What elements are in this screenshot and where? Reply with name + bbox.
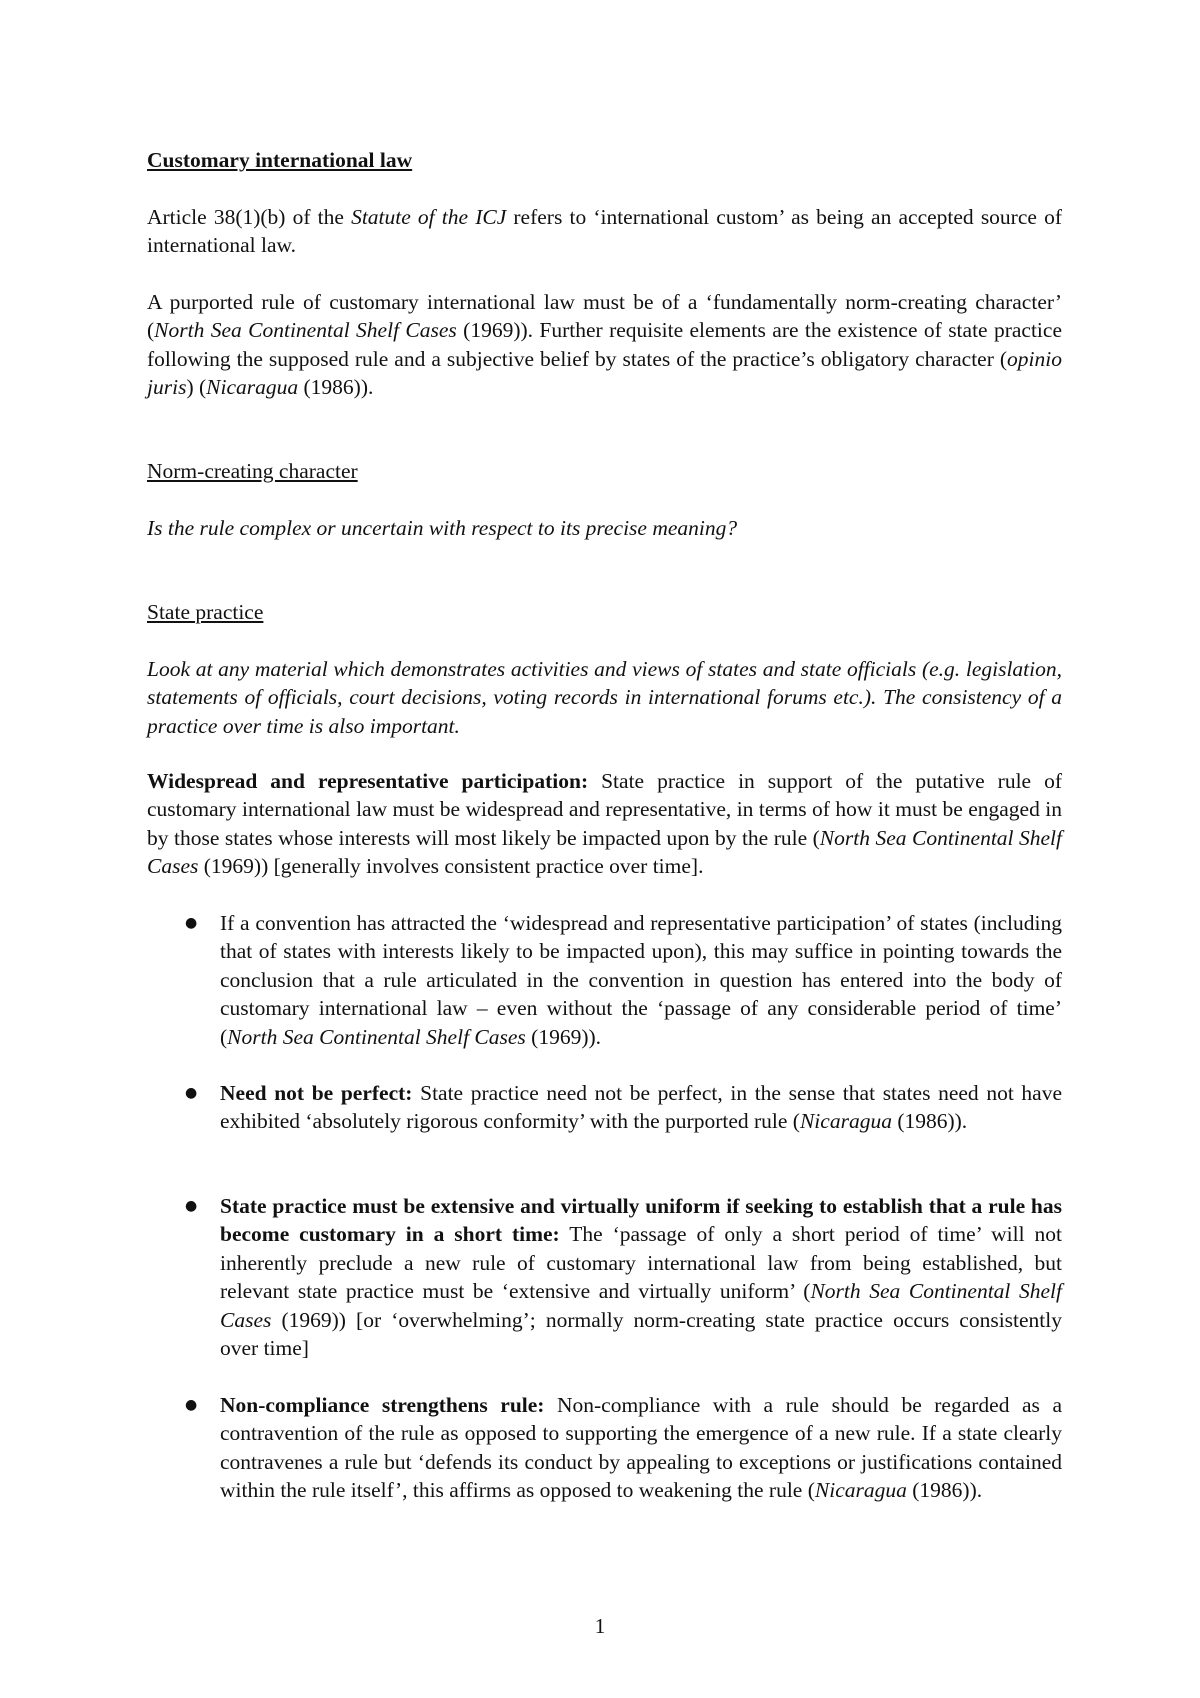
- state-practice-guidance: Look at any material which demonstrates activities and views of states and state officials (e.g. legislation, statements of officials, court decisions, voting records in international forums etc.). The consistency of a practice over time is also important.: [147, 657, 1062, 738]
- intro-paragraph-article-38: [147, 203, 1062, 260]
- bullet-1-case-north-sea: North Sea Continental Shelf Cases: [227, 1024, 526, 1049]
- widespread-case-north-sea: North Sea Continental Shelf Cases: [147, 825, 1062, 879]
- bullet-3-label: State practice must be extensive and virtually uniform if seeking to establish that a rule has become customary in a short time:: [220, 1194, 1062, 1247]
- intro-p2-text-3: ) (: [186, 375, 207, 400]
- widespread-text-1: State practice in support of the putative rule of customary international law must be widespread and representative, in terms of how it must be engaged in by those states whose interests will most likely be impacted upon by the rule (: [147, 769, 1062, 850]
- bullet-3-text-1: The ‘passage of only a short period of time’ will not inherently preclude a new rule of customary international law from being established, but relevant state practice must be ‘extensive and virtually uniform’ (: [220, 1222, 1062, 1304]
- bullet-4-text-1: Non-compliance with a rule should be regarded as a contravention of the rule as opposed to supporting the emergence of a new rule. If a state clearly contravenes a rule but ‘defends its conduct by appealing to exceptions or justifications contained within the rule itself’, this affirms as opposed to weakening the rule (: [220, 1393, 1062, 1503]
- bullet-icon: ●: [185, 1085, 198, 1101]
- bullet-4-label: Non-compliance strengthens rule:: [220, 1393, 545, 1417]
- document-title: Customary international law: [147, 148, 413, 172]
- bullet-3-case-north-sea: North Sea Continental Shelf Cases: [220, 1279, 1062, 1332]
- list-item-text: [220, 909, 1062, 1051]
- intro-p1-text-2: refers to ‘international custom’ as being an accepted source of international law.: [147, 205, 1062, 258]
- bullet-2-text-2: (1986)).: [891, 1109, 968, 1134]
- page-number: 1: [594, 1614, 606, 1638]
- intro-p2-case-nicaragua: Nicaragua: [206, 375, 299, 400]
- bullet-icon: ●: [185, 1397, 198, 1413]
- norm-creating-question: Is the rule complex or uncertain with respect to its precise meaning?: [147, 516, 738, 540]
- widespread-text-2: (1969)) [generally involves consistent practice over time].: [198, 854, 704, 879]
- intro-p2-text-4: (1986)).: [298, 375, 374, 400]
- list-item-text: [220, 1079, 1062, 1136]
- intro-p1-text-1: Article 38(1)(b) of the: [147, 205, 352, 229]
- bullet-4-text-2: (1986)).: [906, 1478, 983, 1503]
- bullet-4-case-nicaragua: Nicaragua: [814, 1478, 907, 1503]
- widespread-label: Widespread and representative participation:: [147, 769, 589, 793]
- bullet-2-label: Need not be perfect:: [220, 1081, 413, 1105]
- intro-p2-case-north-sea: North Sea Continental Shelf Cases: [154, 318, 457, 343]
- bullet-3-text-2: (1969)) [or ‘overwhelming’; normally norm-creating state practice occurs consistently over time]: [220, 1307, 1062, 1361]
- bullet-1-text-2: (1969)).: [525, 1024, 602, 1049]
- intro-p2-text-1: A purported rule of customary international law must be of a ‘fundamentally norm-creating character’ (: [147, 290, 1062, 343]
- bullet-2-text-1: State practice need not be perfect, in the sense that states need not have exhibited ‘absolutely rigorous conformity’ with the purported rule (: [220, 1081, 1063, 1134]
- intro-p1-statute-ref: Statute of the ICJ: [351, 205, 507, 229]
- bullet-2-case-nicaragua: Nicaragua: [799, 1109, 892, 1134]
- intro-p2-text-2: (1969)). Further requisite elements are the existence of state practice following the supposed rule and a subjective belief by states of the practice’s obligatory character (: [147, 318, 1062, 371]
- intro-p2-opinio-juris: opinio juris: [147, 346, 1062, 400]
- section-heading-state-practice: State practice: [147, 600, 264, 624]
- bullet-1-text-1: If a convention has attracted the ‘widespread and representative participation’ of states (including that of states with interests likely to be impacted upon), this may suffice in pointing towards the conclusion that a rule articulated in the convention in question has entered into the body of customary international law – even without the ‘passage of any considerable period of time’ (: [220, 911, 1062, 1049]
- list-item-text: [220, 1391, 1062, 1505]
- section-heading-norm-creating: Norm-creating character: [147, 459, 358, 483]
- bullet-icon: ●: [185, 1198, 198, 1214]
- intro-paragraph-requirements: [147, 288, 1062, 402]
- list-item-text: [220, 1192, 1062, 1362]
- widespread-participation-paragraph: [147, 767, 1062, 881]
- bullet-icon: ●: [185, 915, 198, 931]
